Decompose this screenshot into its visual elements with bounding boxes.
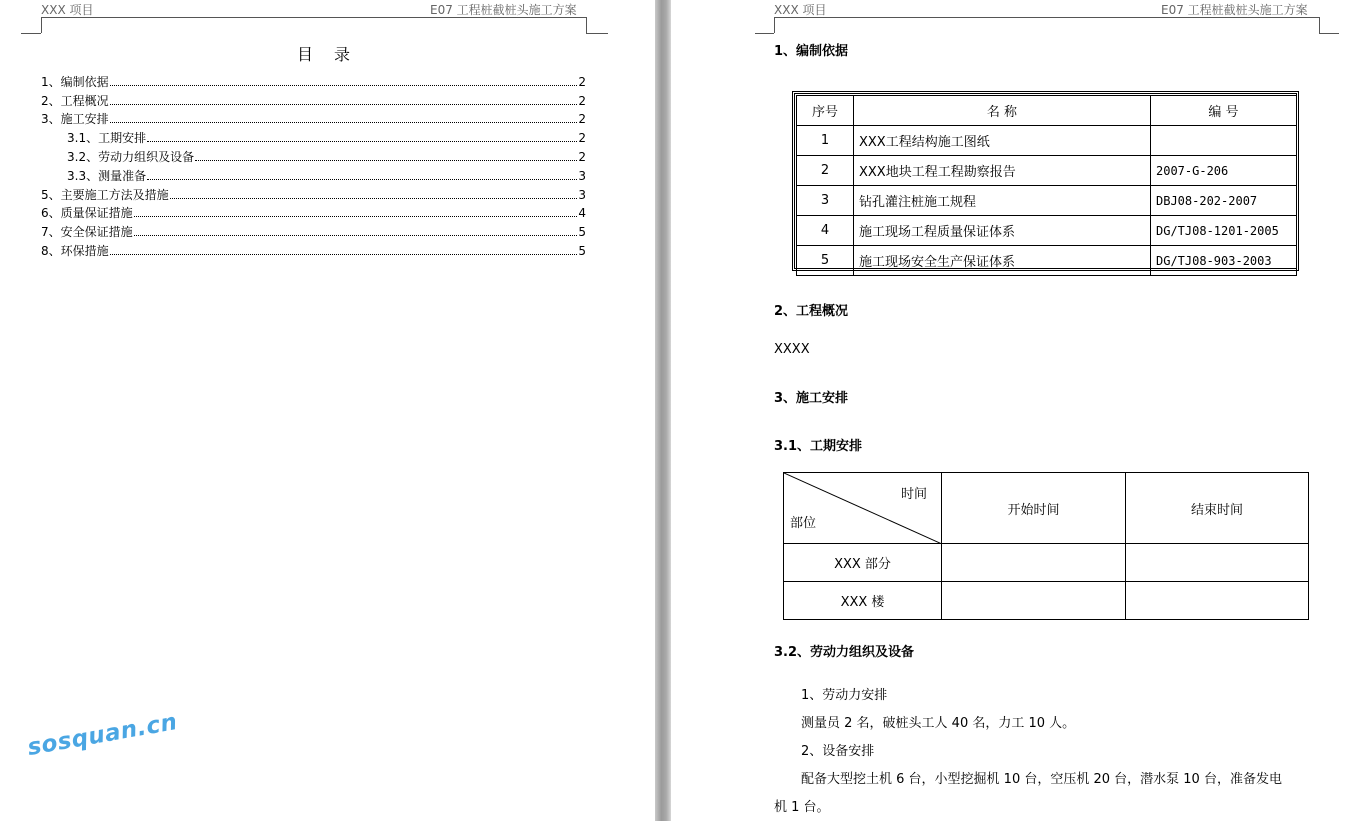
cell-code: 2007-G-206: [1151, 156, 1297, 186]
cell-index: 5: [797, 246, 854, 276]
schedule-table: [783, 472, 1309, 620]
table-row: [784, 544, 1309, 582]
toc-entry[interactable]: [67, 127, 586, 145]
cell-name: 钻孔灌注桩施工规程: [854, 186, 1151, 216]
equipment-text-line2: 机 1 台。: [774, 800, 830, 815]
toc-leader: [110, 84, 578, 86]
toc-entry-page: 2: [578, 75, 586, 89]
cell-name: XXX工程结构施工图纸: [854, 126, 1151, 156]
col-header-code: 编 号: [1151, 96, 1297, 126]
section-heading-3: 3、施工安排: [774, 391, 849, 406]
equipment-title: 2、设备安排: [801, 744, 875, 759]
cell-code: DG/TJ08-1201-2005: [1151, 216, 1297, 246]
header-rule: [41, 17, 586, 18]
toc-entry[interactable]: [41, 90, 586, 108]
equipment-text-line1: 配备大型挖土机 6 台，小型挖掘机 10 台，空压机 20 台，潜水泵 10 台，准备发电: [801, 772, 1282, 787]
cell-part: XXX 部分: [784, 544, 942, 582]
labor-text: 测量员 2 名，破桩头工人 40 名，力工 10 人。: [801, 716, 1076, 731]
toc-entry-page: 5: [578, 225, 586, 239]
table-row: [797, 246, 1297, 276]
table-row: [797, 156, 1297, 186]
toc-title: 目 录: [296, 45, 359, 64]
margin-corner-left-h: [755, 33, 774, 34]
toc-entry[interactable]: [41, 202, 586, 220]
cell-code: [1151, 126, 1297, 156]
toc-entry-page: 2: [578, 150, 586, 164]
toc-leader: [110, 103, 578, 105]
cell-end: [1126, 582, 1309, 620]
margin-corner-left-h: [21, 33, 41, 34]
toc-entry-label: 5、主要施工方法及措施: [41, 188, 169, 202]
toc-leader: [110, 121, 578, 123]
col-header-name: 名 称: [854, 96, 1151, 126]
labor-title: 1、劳动力安排: [801, 688, 888, 703]
toc-entry-page: 4: [578, 206, 586, 220]
cell-index: 1: [797, 126, 854, 156]
cell-start: [942, 582, 1126, 620]
toc-entry[interactable]: [41, 108, 586, 126]
header-project: XXX 项目: [774, 3, 827, 17]
section-heading-3-2: 3.2、劳动力组织及设备: [774, 645, 915, 660]
margin-corner-right-h: [1319, 33, 1339, 34]
toc-entry-label: 2、工程概况: [41, 94, 109, 108]
table-row: [797, 126, 1297, 156]
cell-code: DG/TJ08-903-2003: [1151, 246, 1297, 276]
toc-leader: [195, 159, 577, 161]
toc-entry-label: 3.1、工期安排: [67, 131, 147, 145]
toc-entry[interactable]: [41, 221, 586, 239]
overview-text: XXXX: [774, 342, 810, 357]
page-gutter: [655, 0, 671, 821]
toc-entry-page: 2: [578, 112, 586, 126]
toc-entry-label: 3.2、劳动力组织及设备: [67, 150, 195, 164]
toc-entry-page: 3: [578, 188, 586, 202]
cell-index: 3: [797, 186, 854, 216]
margin-corner-left: [774, 17, 775, 33]
toc-leader: [147, 178, 577, 180]
reference-table: [796, 95, 1297, 276]
toc-leader: [134, 215, 578, 217]
toc-entry-label: 7、安全保证措施: [41, 225, 133, 239]
toc-entry[interactable]: [41, 184, 586, 202]
cell-end: [1126, 544, 1309, 582]
cell-start: [942, 544, 1126, 582]
cell-index: 4: [797, 216, 854, 246]
toc-entry-label: 3.3、测量准备: [67, 169, 147, 183]
col-header-end: 结束时间: [1126, 473, 1309, 544]
toc-leader: [110, 253, 578, 255]
page-left: [0, 0, 655, 821]
toc-entry-page: 2: [578, 131, 586, 145]
margin-corner-left: [41, 17, 42, 33]
margin-corner-right: [1319, 17, 1320, 33]
toc-leader: [170, 197, 578, 199]
toc-entry[interactable]: [67, 146, 586, 164]
corner-label-part: 部位: [790, 516, 817, 531]
col-header-index: 序号: [797, 96, 854, 126]
header-doc-title: E07 工程桩截桩头施工方案: [430, 3, 577, 17]
reference-table-frame: [792, 91, 1299, 271]
toc-entry-page: 5: [578, 244, 586, 258]
cell-name: 施工现场工程质量保证体系: [854, 216, 1151, 246]
section-heading-1: 1、编制依据: [774, 44, 849, 59]
cell-name: XXX地块工程工程勘察报告: [854, 156, 1151, 186]
header-project: XXX 项目: [41, 3, 94, 17]
table-row: [797, 216, 1297, 246]
margin-corner-right-h: [586, 33, 608, 34]
toc-entry[interactable]: [67, 165, 586, 183]
toc-leader: [147, 140, 577, 142]
toc-leader: [134, 234, 578, 236]
diagonal-corner-cell: [784, 473, 942, 544]
cell-code: DBJ08-202-2007: [1151, 186, 1297, 216]
table-header-row: [797, 96, 1297, 126]
table-row: [784, 582, 1309, 620]
cell-part: XXX 楼: [784, 582, 942, 620]
toc-entry-page: 3: [578, 169, 586, 183]
corner-label-time: 时间: [900, 487, 927, 502]
header-rule: [774, 17, 1319, 18]
toc-entry-label: 6、质量保证措施: [41, 206, 133, 220]
toc-entry-page: 2: [578, 94, 586, 108]
page-right: [671, 0, 1360, 821]
cell-name: 施工现场安全生产保证体系: [854, 246, 1151, 276]
section-heading-2: 2、工程概况: [774, 304, 849, 319]
table-header-row: [784, 473, 1309, 544]
col-header-start: 开始时间: [942, 473, 1126, 544]
toc-entry-label: 8、环保措施: [41, 244, 109, 258]
toc-entry[interactable]: [41, 240, 586, 258]
toc-entry-label: 3、施工安排: [41, 112, 109, 126]
watermark: sosquan.cn: [25, 709, 180, 761]
header-doc-title: E07 工程桩截桩头施工方案: [1161, 3, 1308, 17]
margin-corner-right: [586, 17, 587, 33]
toc-entry-label: 1、编制依据: [41, 75, 109, 89]
toc-entry[interactable]: [41, 71, 586, 89]
cell-index: 2: [797, 156, 854, 186]
section-heading-3-1: 3.1、工期安排: [774, 439, 863, 454]
table-row: [797, 186, 1297, 216]
